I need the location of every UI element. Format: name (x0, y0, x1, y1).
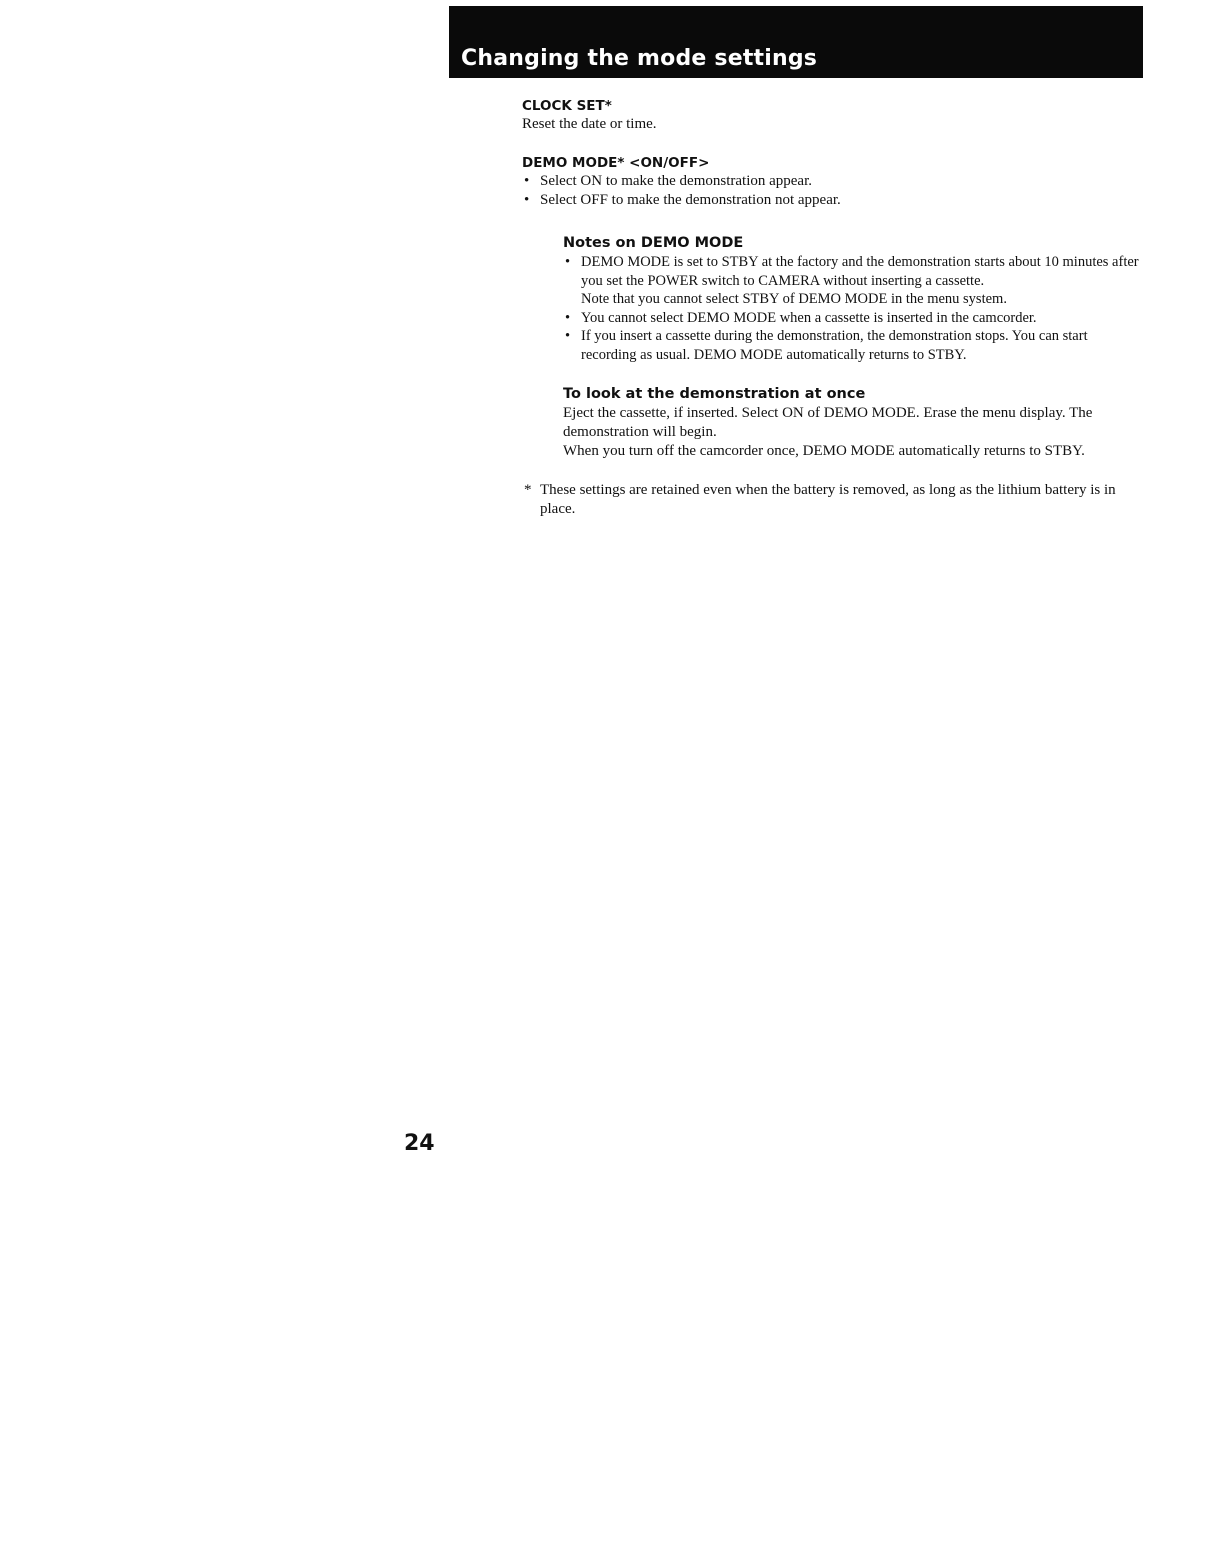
notes-heading: Notes on DEMO MODE (563, 235, 744, 251)
look-para-1: Eject the cassette, if inserted. Select ON of DEMO MODE. Erase the menu display. The demonstration will begin. (563, 405, 1093, 440)
clock-set-heading: CLOCK SET* (522, 98, 612, 114)
notes-section (563, 234, 1142, 364)
list-item (563, 253, 1142, 309)
main-content (522, 97, 1142, 519)
list-item: • If you insert a cassette during the demonstration, the demonstration stops. You can start recording as usual. DEMO MODE automatically returns to STBY. (563, 327, 1142, 364)
list-item: • Select ON to make the demonstration appear. (522, 172, 1142, 191)
page-number: 24 (404, 1131, 435, 1156)
page-title: Changing the mode settings (461, 46, 818, 71)
look-heading: To look at the demonstration at once (563, 386, 866, 402)
notes-list (563, 253, 1142, 364)
footnote (522, 481, 1142, 519)
clock-set-text: Reset the date or time. (522, 116, 657, 132)
look-section (563, 385, 1142, 461)
footnote-text: These settings are retained even when the battery is removed, as long as the lithium battery is in place. (540, 482, 1116, 517)
list-item: • You cannot select DEMO MODE when a cassette is inserted in the camcorder. (563, 309, 1142, 328)
notes-bullet-1-note: Note that you cannot select STBY of DEMO MODE in the menu system. (581, 291, 1007, 307)
footnote-star: * (524, 482, 532, 498)
clock-set-section (522, 97, 1142, 134)
list-item: • Select OFF to make the demonstration not appear. (522, 191, 1142, 210)
look-para-2: When you turn off the camcorder once, DEMO MODE automatically returns to STBY. (563, 443, 1085, 459)
demo-mode-section (522, 154, 1142, 210)
header-bar (449, 6, 1143, 78)
demo-mode-list (522, 172, 1142, 210)
notes-bullet-1-text: DEMO MODE is set to STBY at the factory and the demonstration starts about 10 minutes after you set the POWER switch to CAMERA without inserting a cassette. (581, 254, 1139, 289)
demo-mode-heading: DEMO MODE* <ON/OFF> (522, 155, 710, 171)
